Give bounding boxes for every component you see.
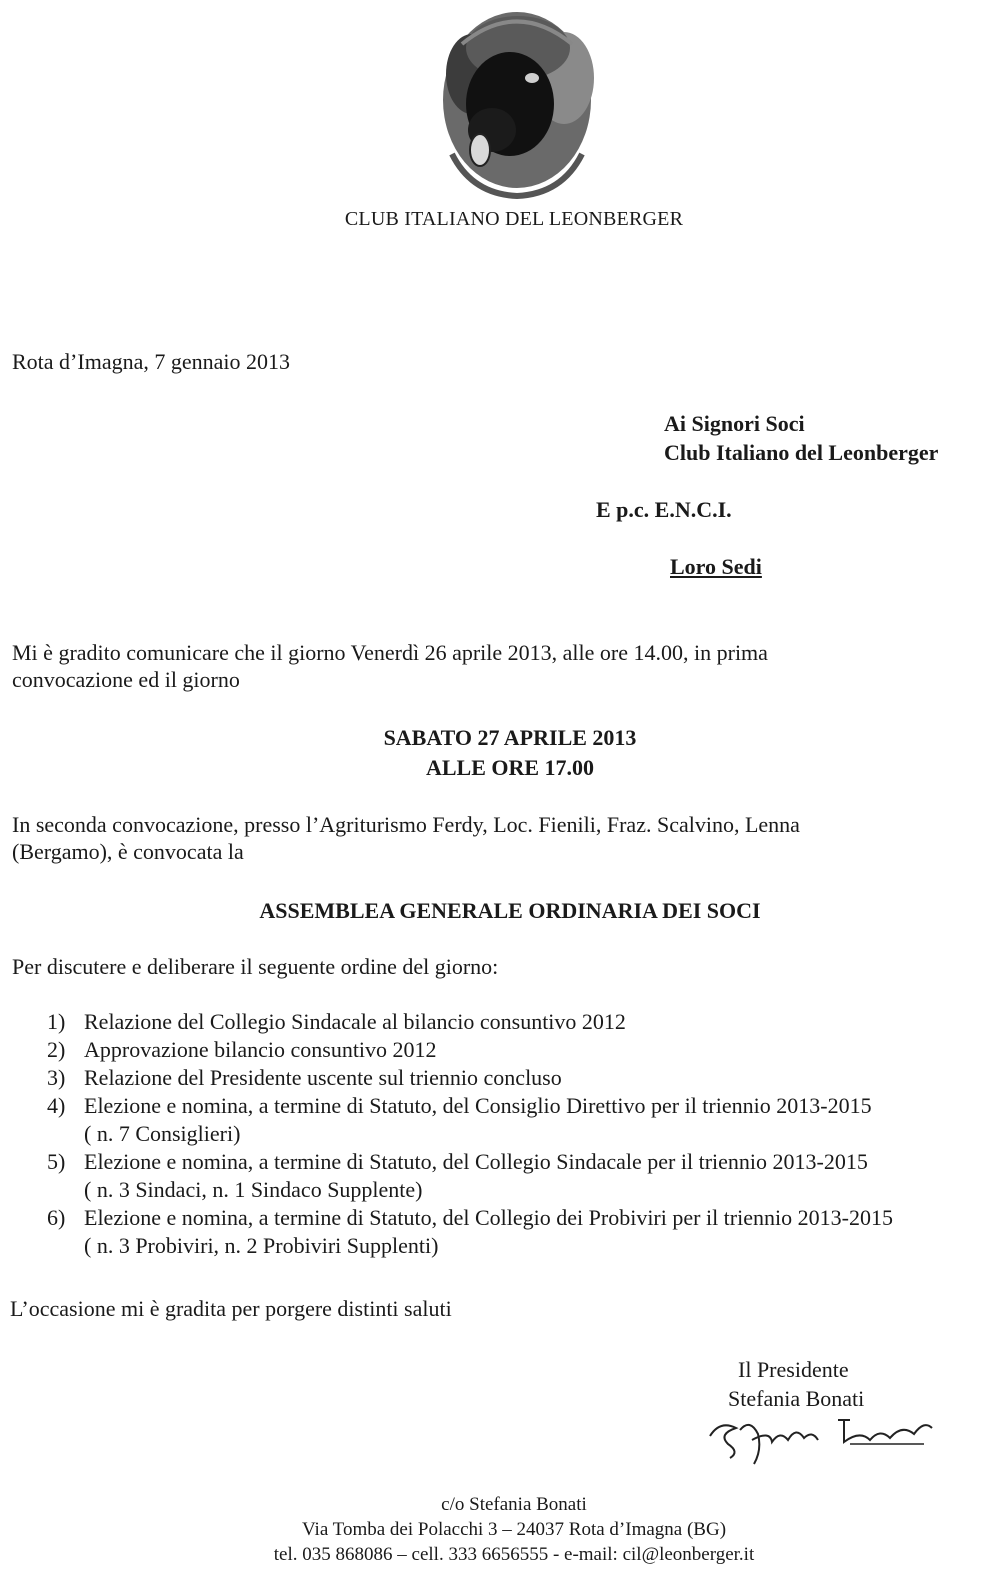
agenda-item-subtext: ( n. 7 Consiglieri): [84, 1121, 241, 1146]
agenda-intro: Per discutere e deliberare il seguente ordine del giorno:: [12, 954, 499, 979]
footer-address-care-of: c/o Stefania Bonati: [441, 1494, 587, 1515]
loro-sedi: Loro Sedi: [670, 554, 762, 579]
agenda-item: [0, 1148, 1000, 1204]
agenda-item: [0, 1092, 1000, 1148]
agenda-item-text: Relazione del Presidente uscente sul triennio concluso: [84, 1065, 562, 1090]
agenda-item-number: 3): [47, 1065, 66, 1090]
agenda-list: [0, 1008, 1000, 1260]
recipient-line-2: Club Italiano del Leonberger: [664, 440, 939, 465]
agenda-item-number: 2): [47, 1037, 66, 1062]
signatory-name: Stefania Bonati: [728, 1386, 865, 1411]
footer-address-street: Via Tomba dei Polacchi 3 – 24037 Rota d’Imagna (BG): [301, 1519, 727, 1540]
agenda-item-text: Elezione e nomina, a termine di Statuto, del Collegio Sindacale per il triennio 2013-2015: [84, 1149, 868, 1174]
agenda-item: [0, 1204, 1000, 1260]
leonberger-dog-head-icon: [432, 4, 602, 204]
paragraph-1-line-2: convocazione ed il giorno: [12, 667, 240, 692]
paragraph-2-line-1: In seconda convocazione, presso l’Agriturismo Ferdy, Loc. Fienili, Fraz. Scalvino, Lenna: [12, 812, 800, 837]
assembly-title: ASSEMBLEA GENERALE ORDINARIA DEI SOCI: [259, 898, 761, 923]
place-date: Rota d’Imagna, 7 gennaio 2013: [12, 349, 290, 374]
agenda-item-text: Elezione e nomina, a termine di Statuto, del Collegio dei Probiviri per il triennio 2013-2015: [84, 1205, 893, 1230]
agenda-item-subtext: ( n. 3 Probiviri, n. 2 Probiviri Supplenti): [84, 1233, 439, 1258]
signatory-title: Il Presidente: [738, 1357, 849, 1382]
second-convocation-time: ALLE ORE 17.00: [425, 755, 595, 780]
agenda-item-number: 6): [47, 1205, 66, 1230]
agenda-item: [0, 1036, 1000, 1064]
handwritten-signature: [700, 1400, 950, 1470]
agenda-item-number: 1): [47, 1009, 66, 1034]
closing-line: L’occasione mi è gradita per porgere distinti saluti: [10, 1296, 452, 1321]
agenda-item-number: 4): [47, 1093, 66, 1118]
paragraph-2-line-2: (Bergamo), è convocata la: [12, 839, 244, 864]
agenda-item: [0, 1008, 1000, 1036]
club-name: CLUB ITALIANO DEL LEONBERGER: [344, 208, 684, 230]
footer-contacts: tel. 035 868086 – cell. 333 6656555 - e-mail: cil@leonberger.it: [273, 1544, 755, 1565]
recipient-line-1: Ai Signori Soci: [664, 411, 805, 436]
agenda-item-text: Relazione del Collegio Sindacale al bilancio consuntivo 2012: [84, 1009, 626, 1034]
agenda-item: [0, 1064, 1000, 1092]
second-convocation-date: SABATO 27 APRILE 2013: [383, 725, 637, 750]
paragraph-1-line-1: Mi è gradito comunicare che il giorno Venerdì 26 aprile 2013, alle ore 14.00, in prima: [12, 640, 768, 665]
agenda-item-number: 5): [47, 1149, 66, 1174]
cc-line: E p.c. E.N.C.I.: [596, 497, 732, 522]
agenda-item-subtext: ( n. 3 Sindaci, n. 1 Sindaco Supplente): [84, 1177, 423, 1202]
agenda-item-text: Elezione e nomina, a termine di Statuto, del Consiglio Direttivo per il triennio 2013-2015: [84, 1093, 872, 1118]
agenda-item-text: Approvazione bilancio consuntivo 2012: [84, 1037, 437, 1062]
